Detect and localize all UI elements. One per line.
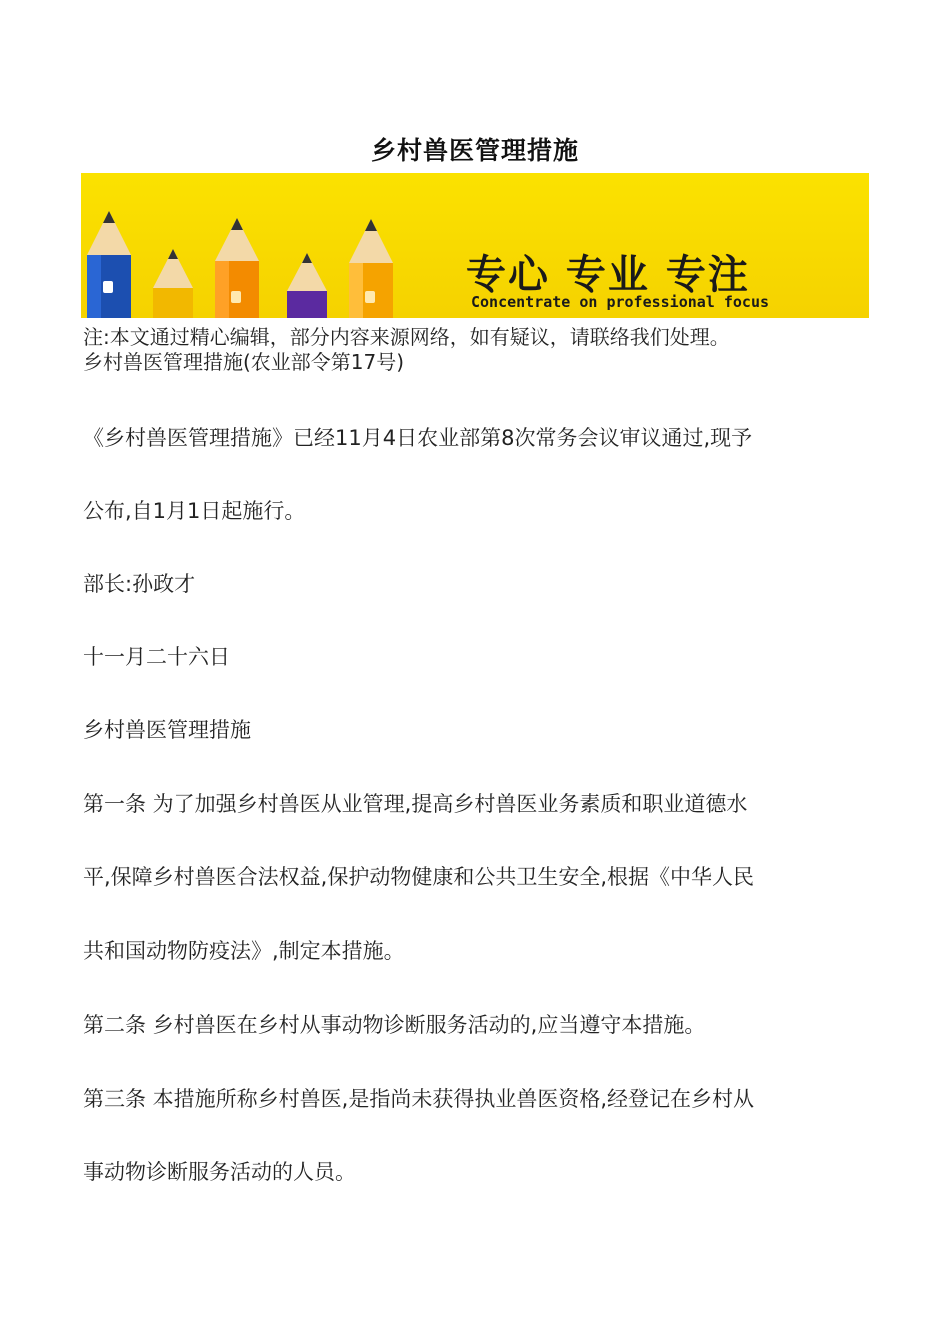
- paragraph-line: 共和国动物防疫法》,制定本措施。: [83, 939, 405, 963]
- pencil-icon-blue: [87, 211, 131, 318]
- pencil-icon-orange-2: [349, 219, 393, 318]
- banner-slogan: 专心 专业 专注: [466, 252, 750, 298]
- pencil-icon-purple: [287, 253, 327, 318]
- page-title: 乡村兽医管理措施: [370, 136, 579, 165]
- paragraph-line: 第三条 本措施所称乡村兽医,是指尚未获得执业兽医资格,经登记在乡村从: [83, 1087, 755, 1111]
- paragraph-line: 公布,自1月1日起施行。: [83, 499, 306, 523]
- paragraph-line: 《乡村兽医管理措施》已经11月4日农业部第8次常务会议审议通过,现予: [83, 426, 753, 450]
- paragraph-line: 平,保障乡村兽医合法权益,保护动物健康和公共卫生安全,根据《中华人民: [83, 865, 755, 889]
- paragraph-line: 第二条 乡村兽医在乡村从事动物诊断服务活动的,应当遵守本措施。: [83, 1013, 706, 1037]
- banner-image: [81, 173, 869, 318]
- document-subtitle: 乡村兽医管理措施(农业部令第17号): [83, 350, 405, 374]
- pencil-icon-orange: [215, 218, 259, 318]
- source-note: 注:本文通过精心编辑，部分内容来源网络，如有疑议，请联络我们处理。: [83, 325, 730, 349]
- paragraph-line: 部长:孙政才: [83, 572, 196, 596]
- paragraph-line: 事动物诊断服务活动的人员。: [83, 1160, 356, 1184]
- paragraph-line: 乡村兽医管理措施: [83, 718, 251, 742]
- paragraph-line: 第一条 为了加强乡村兽医从业管理,提高乡村兽医业务素质和职业道德水: [83, 792, 748, 816]
- paragraph-line: 十一月二十六日: [83, 645, 230, 669]
- pencil-icon-yellow: [153, 249, 193, 318]
- banner-slogan-en: Concentrate on professional focus: [471, 293, 770, 311]
